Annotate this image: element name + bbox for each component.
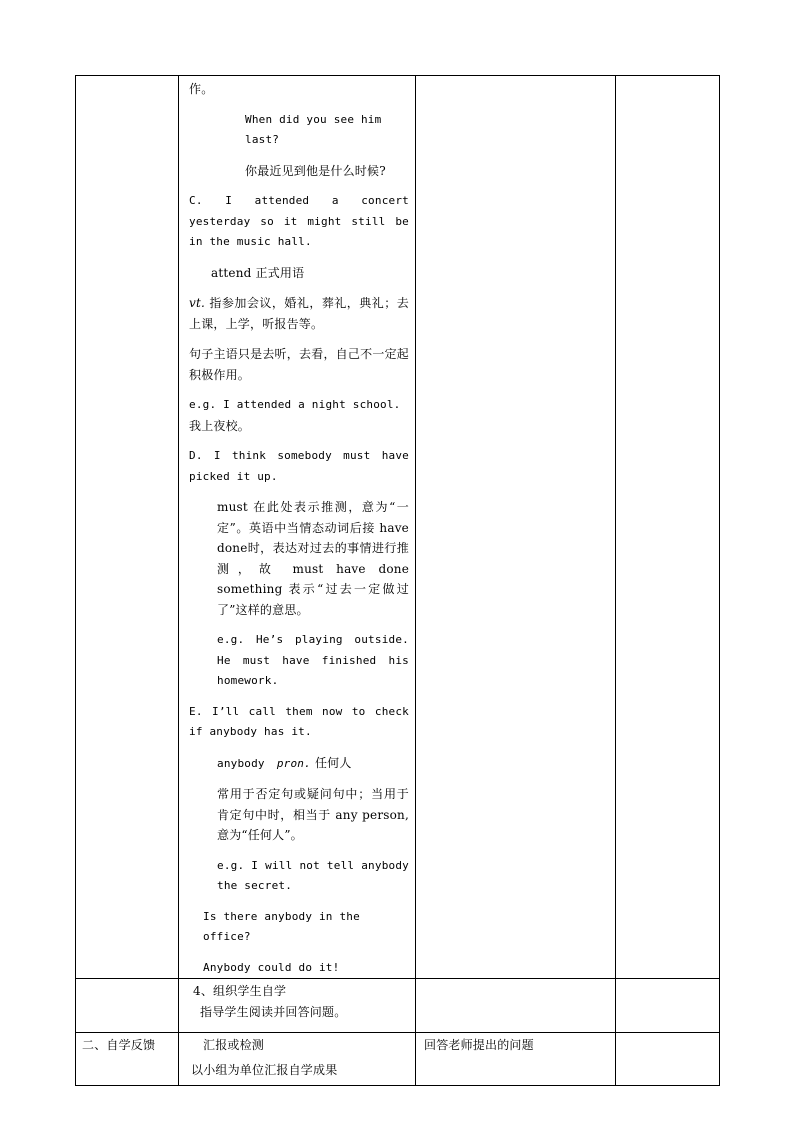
table-row bbox=[76, 1033, 720, 1086]
notes-cell bbox=[616, 76, 720, 979]
lesson-plan-table bbox=[75, 75, 720, 1086]
task-title: 4、组织学生自学 bbox=[193, 984, 287, 998]
example-sentence: Is there anybody in the office? bbox=[203, 909, 360, 943]
text-line: 作。 bbox=[189, 82, 214, 96]
table-row bbox=[76, 76, 720, 979]
teacher-activity-cell bbox=[179, 76, 416, 979]
attend-definition bbox=[189, 293, 409, 334]
attend-note: 句子主语只是去听，去看，自己不一定起积极作用。 bbox=[189, 347, 409, 382]
sentence-e: E. I’ll call them now to check if anybody has it. bbox=[189, 704, 409, 738]
student-response: 回答老师提出的问题 bbox=[424, 1038, 534, 1052]
sentence-d: D. I think somebody must have picked it up. bbox=[189, 449, 409, 483]
example-sentence: e.g. I will not tell anybody the secret. bbox=[217, 858, 409, 892]
translation: 我上夜校。 bbox=[189, 418, 251, 433]
meaning: 任何人 bbox=[314, 755, 352, 770]
sentence-c: C. I attended a concert yesterday so it might still be in the music hall. bbox=[189, 194, 409, 248]
notes-cell bbox=[616, 979, 720, 1033]
example-sentence: e.g. I attended a night school. bbox=[189, 398, 401, 411]
student-activity-cell bbox=[416, 76, 616, 979]
definition-text: 指参加会议，婚礼，葬礼，典礼；去上课，上学，听报告等。 bbox=[189, 296, 409, 331]
attend-heading: attend 正式用语 bbox=[211, 265, 305, 280]
task-detail: 以小组为单位汇报自学成果 bbox=[191, 1062, 338, 1077]
notes-cell bbox=[616, 1033, 720, 1086]
must-explanation: must 在此处表示推测，意为“一定”。英语中当情态动词后接 have done时，表达对过去的事情进行推测，故 must have done something 表示“过去一定做过了”这样的意思。 bbox=[217, 500, 409, 617]
student-activity-cell bbox=[416, 979, 616, 1033]
section-cell bbox=[76, 979, 179, 1033]
pos-label: vt. bbox=[189, 296, 206, 310]
section-cell bbox=[76, 76, 179, 979]
student-activity-cell bbox=[416, 1033, 616, 1086]
pos-label: pron. bbox=[276, 756, 311, 770]
task-detail: 指导学生阅读并回答问题。 bbox=[200, 1004, 347, 1019]
word: anybody bbox=[217, 756, 265, 770]
example-sentence: When did you see him last? bbox=[245, 112, 382, 146]
anybody-explanation: 常用于否定句或疑问句中；当用于肯定句中时，相当于 any person, 意为“任何人”。 bbox=[217, 787, 409, 842]
teacher-activity-cell bbox=[179, 979, 416, 1033]
example-sentence: e.g. He’s playing outside. He must have finished his homework. bbox=[217, 633, 409, 687]
translation: 你最近见到他是什么时候? bbox=[245, 163, 386, 178]
table-row bbox=[76, 979, 720, 1033]
section-title: 二、自学反馈 bbox=[82, 1038, 156, 1052]
task-title: 汇报或检测 bbox=[203, 1038, 265, 1052]
section-cell bbox=[76, 1033, 179, 1086]
anybody-heading bbox=[189, 753, 409, 775]
example-sentence: Anybody could do it! bbox=[203, 960, 340, 974]
teacher-activity-cell bbox=[179, 1033, 416, 1086]
